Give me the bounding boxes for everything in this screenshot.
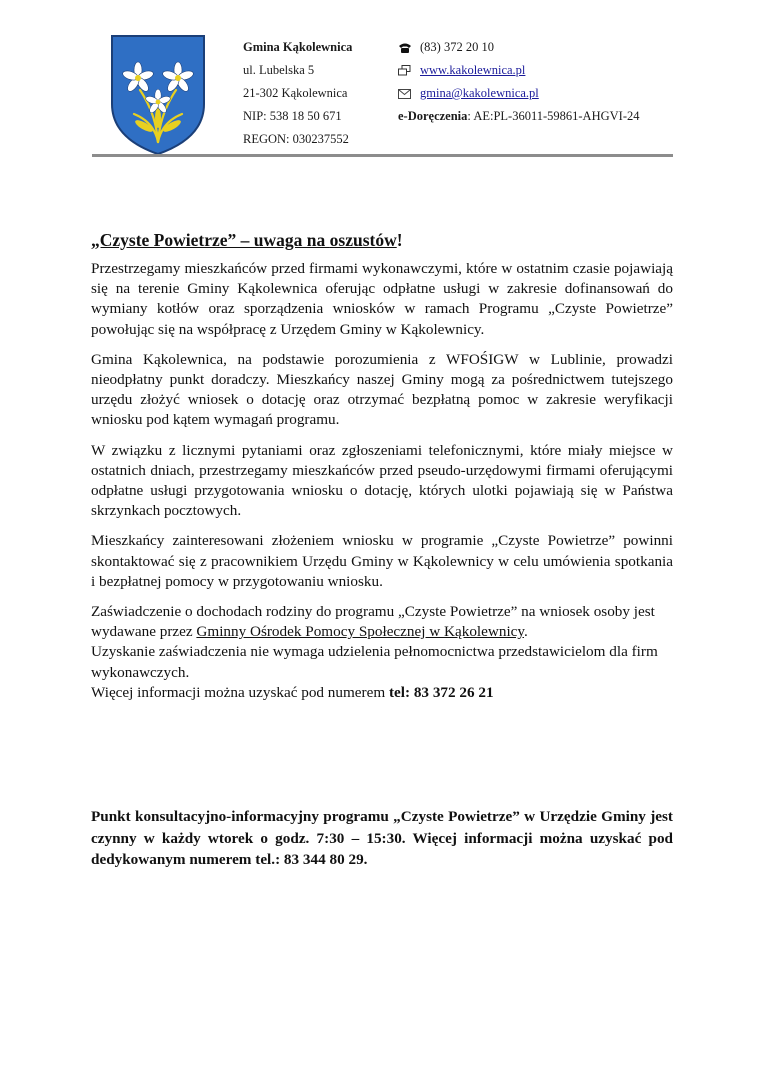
website-link[interactable]: www.kakolewnica.pl (420, 63, 526, 77)
nip-number: NIP: 538 18 50 671 (243, 109, 342, 123)
email-row (398, 82, 640, 105)
header-divider (92, 154, 673, 157)
email-link[interactable]: gmina@kakolewnica.pl (420, 86, 539, 100)
regon-number: REGON: 030237552 (243, 132, 349, 146)
paragraph-income-certificate: Zaświadczenie o dochodach rodziny do programu „Czyste Powietrze” na wniosek osoby jest wydawane przez Gminny Ośrodek Pomocy Społecznej w Kąkolewnicy. (91, 603, 655, 641)
phone-icon (398, 42, 420, 54)
phone-row (398, 36, 640, 59)
phone-number: (83) 372 20 10 (420, 40, 494, 54)
contact-block (398, 36, 640, 128)
article-body (91, 229, 673, 703)
paragraph-no-power-of-attorney: Uzyskanie zaświadczenia nie wymaga udzielenia pełnomocnictwa przedstawicielom dla firm wykonawczych. (91, 643, 658, 681)
paragraph-warning: Przestrzegamy mieszkańców przed firmami wykonawczymi, które w ostatnim czasie pojawiają się na terenie Gminy Kąkolewnica oferując odpłatne usługi w zakresie dofinansowań do wymiany kotłów oraz sporządzenia wniosków w ramach Programu „Czyste Powietrze” powołując się na współpracę z Urzędem Gminy w Kąkolewnicy. (91, 260, 673, 338)
paragraph-advisory-point: Gmina Kąkolewnica, na podstawie porozumienia z WFOŚIGW w Lublinie, prowadzi nieodpłatny punkt doradczy. Mieszkańcy naszej Gminy mogą za pośrednictwem tutejszego urzędu złożyć wniosek o dotację oraz otrzymać bezpłatną pomoc w zakresie weryfikacji wniosku pod kątem wymagań programu. (91, 350, 673, 429)
paragraph-pseudo-firms: W związku z licznymi pytaniami oraz zgłoszeniami telefonicznymi, które miały miejsce w ostatnich dniach, przestrzegamy mieszkańców przed pseudo-urzędowymi firmami oferującymi odpłatne usługi przygotowania wniosku o dotację, których ulotki pojawiają się w Państwa skrzynkach pocztowych. (91, 441, 673, 520)
gops-link[interactable]: Gminny Ośrodek Pomocy Społecznej w Kąkolewnicy (196, 623, 525, 641)
edoreczenia-row (398, 105, 640, 128)
edoreczenia-label: e-Doręczenia (398, 109, 468, 123)
paragraph-more-info: Więcej informacji można uzyskać pod numerem tel: 83 372 26 21 (91, 683, 494, 701)
coat-of-arms-logo (110, 34, 206, 156)
website-icon (398, 65, 420, 76)
org-name: Gmina Kąkolewnica (243, 40, 353, 54)
consultation-point-note: Punkt konsultacyjno-informacyjny programu „Czyste Powietrze” w Urzędzie Gminy jest czynny w każdy wtorek o godz. 7:30 – 15:30. Więcej informacji można uzyskać pod dedykowanym numerem tel.: 83 344 80 29. (91, 808, 673, 868)
website-row (398, 59, 640, 82)
street-address: ul. Lubelska 5 (243, 63, 315, 77)
envelope-icon (398, 89, 420, 99)
address-block (243, 36, 352, 151)
info-phone-number: tel: 83 372 26 21 (388, 683, 494, 701)
article-title: „Czyste Powietrze” – uwaga na oszustów! (91, 230, 403, 250)
paragraph-contact-office: Mieszkańcy zainteresowani złożeniem wniosku w programie „Czyste Powietrze” powinni skontaktować się z pracownikiem Urzędu Gminy w Kąkolewnicy w celu umówienia spotkania i bezpłatnej pomocy w przygotowaniu wniosku. (91, 532, 673, 590)
edoreczenia-address: : AE:PL-36011-59861-AHGVI-24 (467, 109, 640, 123)
postal-city: 21-302 Kąkolewnica (243, 86, 348, 100)
